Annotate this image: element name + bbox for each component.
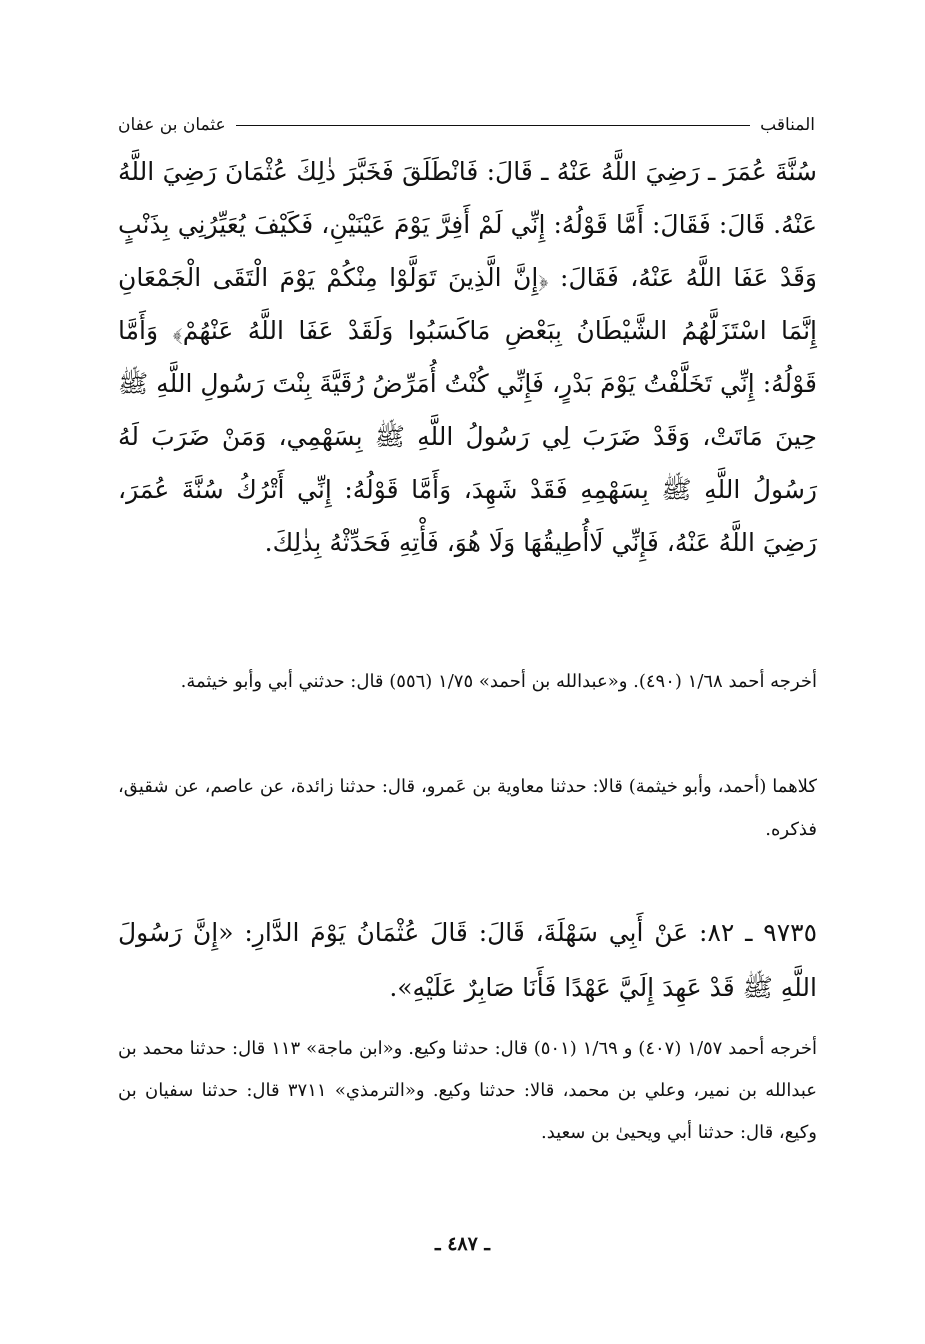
header-rule [236,125,750,126]
hadith-entry-82: ٩٧٣٥ ـ ٨٢: عَنْ أَبِي سَهْلَةَ، قَالَ: قَالَ عُثْمَانُ يَوْمَ الدَّارِ: «إِنَّ رَسُولَ اللَّهِ ﷺ قَدْ عَهِدَ إِلَيَّ عَهْدًا فَأَنَا صَابِرٌ عَلَيْهِ». [118,918,817,1002]
hadith-text-continuation: سُنَّةَ عُمَرَ ـ رَضِيَ اللَّهُ عَنْهُ ـ قَالَ: فَانْطَلَقَ فَخَبَّرَ ذٰلِكَ عُثْمَانَ رَضِيَ اللَّهُ عَنْهُ. قَالَ: فَقَالَ: أَمَّا قَوْلُهُ: إِنِّي لَمْ أَفِرَّ يَوْمَ عَيْنَيْنِ، فَكَيْفَ يُعَيِّرُنِي بِذَنْبٍ وَقَدْ عَفَا اللَّهُ عَنْهُ، فَقَالَ: ﴿إِنَّ الَّذِينَ تَوَلَّوْا مِنْكُمْ يَوْمَ الْتَقَى الْجَمْعَانِ إِنَّمَا اسْتَزَلَّهُمُ الشَّيْطَانُ بِبَعْضِ مَاكَسَبُوا وَلَقَدْ عَفَا اللَّهُ عَنْهُمْ﴾ وَأَمَّا قَوْلُهُ: إِنِّي تَخَلَّفْتُ يَوْمَ بَدْرٍ، فَإِنِّي كُنْتُ أُمَرِّضُ رُقَيَّةَ بِنْتَ رَسُولِ اللَّهِ ﷺ حِينَ مَاتَتْ، وَقَدْ ضَرَبَ لِي رَسُولُ اللَّهِ ﷺ بِسَهْمِي، وَمَنْ ضَرَبَ لَهُ رَسُولُ اللَّهِ ﷺ بِسَهْمِهِ فَقَدْ شَهِدَ، وَأَمَّا قَوْلُهُ: إِنِّي أَتْرُكُ سُنَّةَ عُمَرَ، رَضِيَ اللَّهُ عَنْهُ، فَإِنِّي لَاأُطِيقُهَا وَلَا هُوَ، فَأْتِهِ فَحَدِّثْهُ بِذٰلِكَ. [118,157,817,557]
section-title: المناقب [760,115,815,135]
footnote-takhrij-3: أخرجه أحمد ١/٥٧ (٤٠٧) و ١/٦٩ (٥٠١) قال: حدثنا وكيع. و«ابن ماجة» ١١٣ قال: حدثنا محمد بن عبدالله بن نمير، وعلي بن محمد، قالا: حدثنا وكيع. و«الترمذي» ٣٧١١ قال: حدثنا سفيان بن وكيع، قال: حدثنا أبي ويحيىٰ بن سعيد. [118,1038,817,1143]
chapter-title: عثمان بن عفان [118,115,226,135]
footnote-takhrij-2: كلاهما (أحمد، وأبو خيثمة) قالا: حدثنا معاوية بن عَمرو، قال: حدثنا زائدة، عن عاصم، عن شقيق، فذكره. [118,776,817,840]
running-header [118,112,815,138]
footnote-takhrij-1: أخرجه أحمد ١/٦٨ (٤٩٠). و«عبدالله بن أحمد» ١/٧٥ (٥٥٦) قال: حدثني أبي وأبو خيثمة. [180,671,817,692]
page-number: ـ ٤٨٧ ـ [435,1233,490,1255]
